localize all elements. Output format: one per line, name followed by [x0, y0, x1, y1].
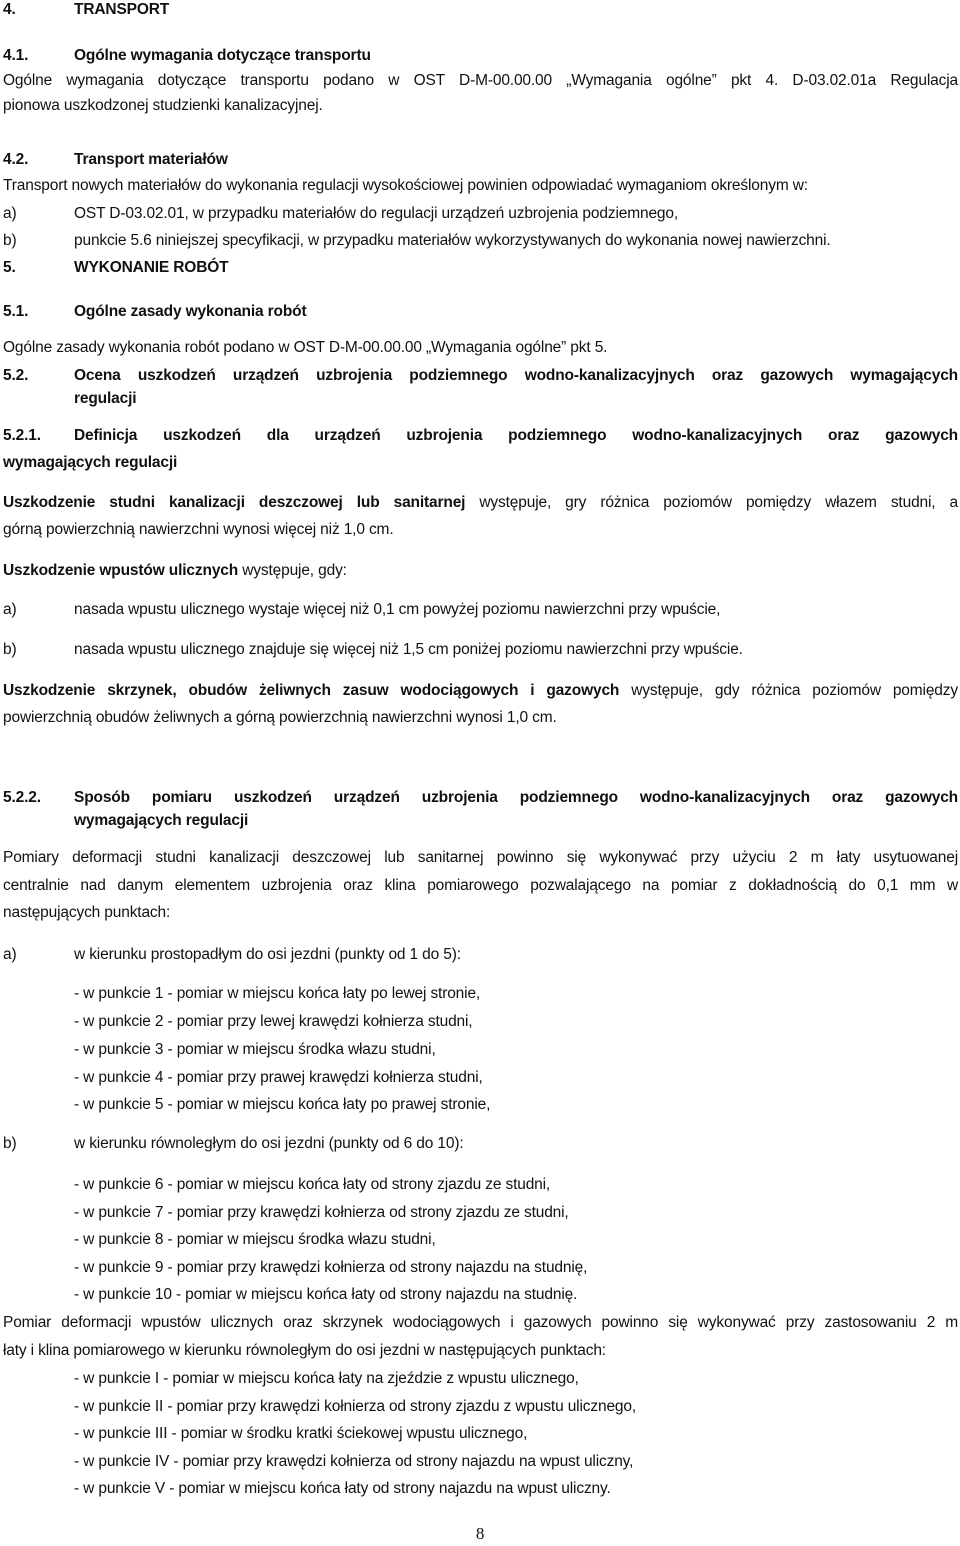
list-item: - w punkcie II - pomiar przy krawędzi kołnierza od strony zjazdu z wpustu ulicznego, — [74, 1398, 637, 1415]
text-run: występuje, gry różnica poziomów pomiędzy włazem studni, a — [465, 494, 958, 511]
section-5-2-2-title-cont: wymagających regulacji — [74, 812, 249, 829]
list-item: - w punkcie V - pomiar w miejscu końca łaty od strony najazdu na wpust uliczny. — [74, 1480, 611, 1497]
paragraph-line: Transport nowych materiałów do wykonania regulacji wysokościowej powinien odpowiadać wymaganiom określonym w: — [3, 177, 808, 194]
section-5-1-title: Ogólne zasady wykonania robót — [74, 303, 307, 320]
list-label-b: b) — [3, 232, 17, 249]
list-item-a: OST D-03.02.01, w przypadku materiałów do regulacji urządzeń uzbrojenia podziemnego, — [74, 205, 679, 222]
paragraph-line: następujących punktach: — [3, 904, 171, 921]
page-number: 8 — [475, 1524, 485, 1543]
list-item: - w punkcie 3 - pomiar w miejscu środka włazu studni, — [74, 1041, 436, 1058]
paragraph-line — [3, 493, 958, 513]
list-item-b: punkcie 5.6 niniejszej specyfikacji, w przypadku materiałów wykorzystywanych do wykonania nowej nawierzchni. — [74, 232, 831, 249]
list-item: - w punkcie 10 - pomiar w miejscu końca łaty od strony najazdu na studnię. — [74, 1286, 578, 1303]
paragraph-line: Ogólne wymagania dotyczące transportu podano w OST D-M-00.00.00 „Wymagania ogólne” pkt 4. D-03.02.01a Regulacja — [3, 72, 958, 89]
paragraph-line: Pomiar deformacji wpustów ulicznych oraz skrzynek wodociągowych i gazowych powinno się wykonywać przy zastosowaniu 2 m — [3, 1314, 958, 1331]
section-4-2-title: Transport materiałów — [74, 151, 228, 168]
section-5-2-number: 5.2. — [3, 367, 29, 384]
paragraph-line: Pomiary deformacji studni kanalizacji deszczowej lub sanitarnej powinno się wykonywać przy użyciu 2 m łaty usytuowanej — [3, 849, 958, 866]
list-item: - w punkcie 9 - pomiar przy krawędzi kołnierza od strony najazdu na studnię, — [74, 1259, 588, 1276]
paragraph-line: górną powierzchnią nawierzchni wynosi więcej niż 1,0 cm. — [3, 521, 394, 538]
section-5-2-1-title: Definicja uszkodzeń dla urządzeń uzbrojenia podziemnego wodno-kanalizacyjnych oraz gazowych — [74, 427, 958, 444]
list-item: - w punkcie 8 - pomiar w miejscu środka włazu studni, — [74, 1231, 436, 1248]
list-label-a: a) — [3, 205, 17, 222]
list-item: - w punkcie 2 - pomiar przy lewej krawędzi kołnierza studni, — [74, 1013, 473, 1030]
section-5-number: 5. — [3, 259, 16, 276]
section-5-2-title: Ocena uszkodzeń urządzeń uzbrojenia podziemnego wodno-kanalizacyjnych oraz gazowych wymagających — [74, 367, 958, 384]
section-5-2-title-cont: regulacji — [74, 390, 137, 407]
bold-phrase: Uszkodzenie studni kanalizacji deszczowej lub sanitarnej — [3, 494, 466, 511]
list-item: - w punkcie 7 - pomiar przy krawędzi kołnierza od strony zjazdu ze studni, — [74, 1204, 569, 1221]
paragraph-line: pionowa uszkodzonej studzienki kanalizacyjnej. — [3, 97, 323, 114]
section-4-1-title: Ogólne wymagania dotyczące transportu — [74, 47, 371, 64]
section-5-title: WYKONANIE ROBÓT — [74, 259, 229, 276]
section-5-2-1-number: 5.2.1. — [3, 427, 41, 444]
list-item: - w punkcie IV - pomiar przy krawędzi kołnierza od strony najazdu na wpust uliczny, — [74, 1453, 634, 1470]
section-5-2-2-number: 5.2.2. — [3, 789, 41, 806]
list-item: - w punkcie 4 - pomiar przy prawej krawędzi kołnierza studni, — [74, 1069, 483, 1086]
section-4-number: 4. — [3, 1, 16, 18]
list-item: - w punkcie I - pomiar w miejscu końca łaty na zjeździe z wpustu ulicznego, — [74, 1370, 579, 1387]
text-run: występuje, gdy: — [238, 562, 347, 579]
list-label-b: b) — [3, 1135, 17, 1152]
paragraph-line: Ogólne zasady wykonania robót podano w OST D-M-00.00.00 „Wymagania ogólne” pkt 5. — [3, 339, 608, 356]
section-5-2-1-title-cont: wymagających regulacji — [3, 454, 178, 471]
paragraph-line — [3, 681, 958, 701]
paragraph-line: powierzchnią obudów żeliwnych a górną powierzchnią nawierzchni wynosi 1,0 cm. — [3, 709, 557, 726]
list-label-a: a) — [3, 601, 17, 618]
list-item: - w punkcie III - pomiar w środku kratki ściekowej wpustu ulicznego, — [74, 1425, 528, 1442]
list-item-a: w kierunku prostopadłym do osi jezdni (punkty od 1 do 5): — [74, 946, 461, 963]
list-label-b: b) — [3, 641, 17, 658]
paragraph-line — [3, 561, 347, 581]
list-item-b: nasada wpustu ulicznego znajduje się więcej niż 1,5 cm poniżej poziomu nawierzchni przy wpuście. — [74, 641, 743, 658]
section-4-1-number: 4.1. — [3, 47, 29, 64]
bold-phrase: Uszkodzenie skrzynek, obudów żeliwnych zasuw wodociągowych i gazowych — [3, 682, 620, 699]
text-run: występuje, gdy różnica poziomów pomiędzy — [619, 682, 958, 699]
list-label-a: a) — [3, 946, 17, 963]
list-item-b: w kierunku równoległym do osi jezdni (punkty od 6 do 10): — [74, 1135, 464, 1152]
paragraph-line: łaty i klina pomiarowego w kierunku równoległym do osi jezdni w następujących punktach: — [3, 1342, 606, 1359]
list-item: - w punkcie 5 - pomiar w miejscu końca łaty po prawej stronie, — [74, 1096, 491, 1113]
list-item: - w punkcie 1 - pomiar w miejscu końca łaty po lewej stronie, — [74, 985, 481, 1002]
bold-phrase: Uszkodzenie wpustów ulicznych — [3, 562, 239, 579]
section-5-1-number: 5.1. — [3, 303, 29, 320]
section-4-title: TRANSPORT — [74, 1, 170, 18]
paragraph-line: centralnie nad danym elementem uzbrojenia oraz klina pomiarowego pozwalającego na pomiar z dokładnością do 0,1 mm w — [3, 877, 958, 894]
section-5-2-2-title: Sposób pomiaru uszkodzeń urządzeń uzbrojenia podziemnego wodno-kanalizacyjnych oraz gazowych — [74, 789, 958, 806]
list-item-a: nasada wpustu ulicznego wystaje więcej niż 0,1 cm powyżej poziomu nawierzchni przy wpuście, — [74, 601, 721, 618]
section-4-2-number: 4.2. — [3, 151, 29, 168]
list-item: - w punkcie 6 - pomiar w miejscu końca łaty od strony zjazdu ze studni, — [74, 1176, 551, 1193]
